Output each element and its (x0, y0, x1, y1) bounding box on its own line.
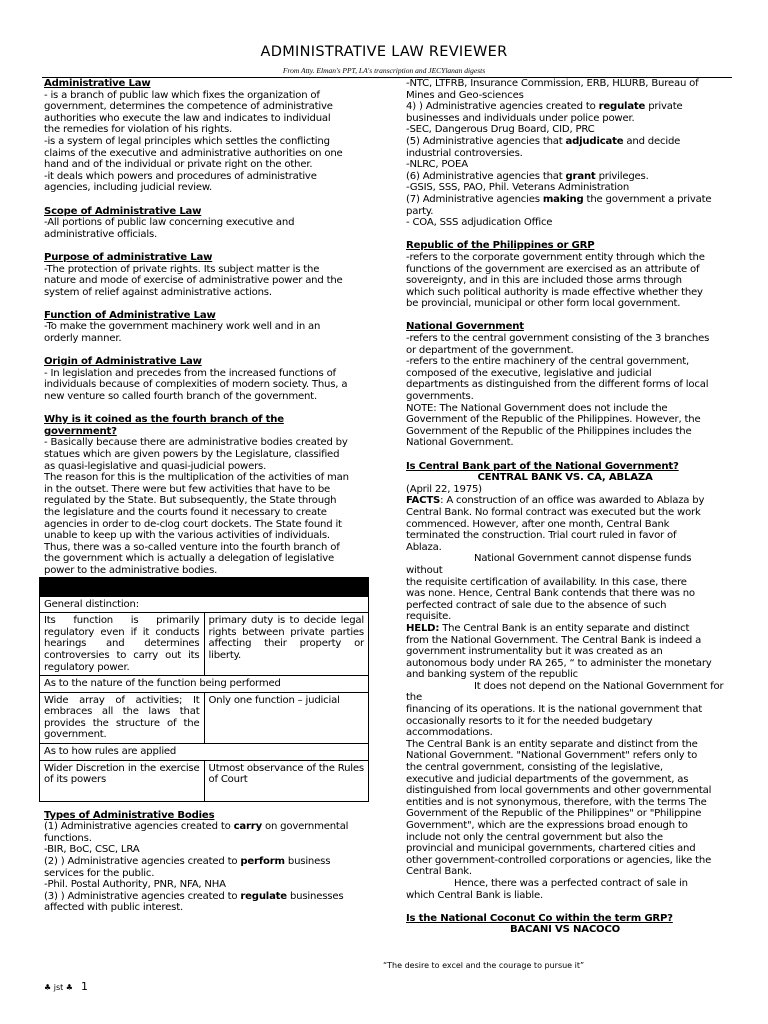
type-4-cont: businesses and individuals under police power. (406, 112, 635, 124)
footer-left (44, 980, 88, 993)
text-line: - is a branch of public law which fixes the organization of (44, 89, 320, 101)
text-line: the central government, consisting of the legislative, (406, 762, 663, 774)
text-line: orderly manner. (44, 333, 122, 345)
type-3-cont: affected with public interest. (44, 902, 183, 914)
type-1-cont: functions. (44, 832, 92, 844)
text-line: entities and is not synonymous, therefore, with the terms The (406, 796, 707, 808)
text-line: -refers to the entire machinery of the central government, (406, 356, 690, 368)
text-line: Central Bank. (406, 866, 472, 878)
held-paragraph-2 (406, 681, 724, 739)
heading-administrative-law: Administrative Law (44, 78, 151, 89)
origin-body (44, 368, 372, 403)
distinction-table (39, 577, 369, 802)
heading-scope: Scope of Administrative Law (44, 205, 202, 217)
table-row3-left: Wider Discretion in the exercise of its powers (40, 760, 205, 801)
text-line: -is a system of legal principles which settles the conflicting (44, 135, 330, 147)
table-general-distinction: General distinction: (40, 596, 369, 613)
held-paragraph-3 (406, 739, 724, 878)
text-line: was none. Hence, Central Bank contends that there was no (406, 588, 695, 600)
text-line: -refers to the corporate government entity through which the (406, 251, 705, 263)
text-line: - Basically because there are administrative bodies created by (44, 437, 348, 449)
national-government-body (406, 333, 724, 449)
facts-paragraph-2 (406, 553, 724, 623)
why-body (44, 437, 372, 576)
text-line: or department of the government. (406, 344, 574, 356)
text-line: claims of the executive and administrative authorities on one (44, 147, 343, 159)
heading-central-bank: Is Central Bank part of the National Government? (406, 460, 679, 472)
table-nature-heading: As to the nature of the function being performed (40, 676, 369, 693)
type-4-examples: -SEC, Dangerous Drug Board, CID, PRC (406, 124, 595, 136)
type-5-line: (5) Administrative agencies that adjudicate and decide (406, 135, 681, 147)
grp-body (406, 252, 724, 310)
heading-purpose: Purpose of administrative Law (44, 251, 213, 263)
text-line: the requisite certification of availability. In this case, there (406, 576, 687, 588)
text-line: agencies in order to de-clog court dockets. The State found it (44, 518, 342, 530)
heading-origin: Origin of Administrative Law (44, 356, 202, 368)
table-rules-heading: As to how rules are applied (40, 744, 369, 761)
text-line: distinguished from local governments and other governmental (406, 785, 712, 797)
type-5-cont: industrial controversies. (406, 147, 523, 159)
text-line: government, determines the competence of administrative (44, 101, 333, 113)
held-first-line: The Central Bank is an entity separate and distinct (439, 622, 690, 634)
text-line: -To make the government machinery work well and in an (44, 321, 321, 333)
text-line: statues which are given powers by the Legislature, classified (44, 449, 340, 460)
text-line: -The protection of private rights. Its subject matter is the (44, 263, 320, 275)
text-line: requisite. (406, 611, 452, 623)
text-line: -NTC, LTFRB, Insurance Commission, ERB, HLURB, Bureau of (406, 78, 699, 89)
page-subtitle: From Atty. Elman's PPT, LA's transcription and JECYlanan digests (282, 66, 486, 75)
heading-types: Types of Administrative Bodies (44, 809, 215, 821)
type-2-cont: services for the public. (44, 867, 155, 879)
text-line: composed of the executive, legislative and judicial (406, 367, 652, 379)
text-line: National Government. "National Government" refers only to (406, 750, 698, 762)
text-line: the legislature and the courts found it necessary to create (44, 506, 327, 518)
text-line: The reason for this is the multiplication of the activities of man (44, 472, 349, 484)
text-line: departments as distinguished from the different forms of local (406, 379, 709, 391)
text-line: Government", which are the expressions broad enough to (406, 820, 688, 831)
page-title: ADMINISTRATIVE LAW REVIEWER (260, 44, 508, 60)
case-date: (April 22, 1975) (406, 483, 482, 495)
text-line: the remedies for violation of his rights. (44, 124, 233, 136)
text-line: system of relief against administrative actions. (44, 286, 272, 298)
type-5-examples: -NLRC, POEA (406, 159, 468, 171)
text-line: authorities who execute the law and indicates to individual (44, 112, 331, 124)
type-4-line: 4) ) Administrative agencies created to regulate private (406, 101, 683, 113)
type-3-examples (406, 78, 724, 101)
type-3-line: (3) ) Administrative agencies created to regulate businesses (44, 890, 344, 902)
text-line: Government of the Republic of the Philippines. However, the (406, 414, 701, 426)
text-line: National Government. (406, 437, 514, 449)
right-column (406, 78, 724, 936)
table-row3-right: Utmost observance of the Rules of Court (204, 760, 369, 801)
type-1-line: (1) Administrative agencies created to carry on governmental (44, 821, 349, 833)
text-line: agencies, including judicial review. (44, 182, 213, 194)
held-body: HELD: The Central Bank is an entity separate and distinct from the National Government. The Central Bank is indeed a government instrumentality but it was created as an autonomous body under RA 265, “ to administer the monetary and banking system of the republic (406, 622, 712, 681)
scope-body (44, 217, 372, 240)
text-line: other government-controlled corporations or agencies, like the (406, 854, 712, 866)
text-line: new venture so called fourth branch of the government. (44, 391, 317, 403)
heading-national-government: National Government (406, 321, 524, 333)
text-line: National Government cannot dispense funds without (406, 553, 692, 576)
held-paragraph-4 (406, 878, 724, 901)
text-line: sovereignty, and in this are included those arms through (406, 275, 682, 287)
type-2-examples: -Phil. Postal Authority, PNR, NFA, NHA (44, 879, 226, 891)
type-6-line: (6) Administrative agencies that grant privileges. (406, 170, 649, 182)
text-line: regulated by the State. But subsequently, the State through (44, 495, 337, 507)
type-7-cont: party. (406, 205, 434, 217)
table-row1-right: primary duty is to decide legal rights between private parties affecting their property or liberty. (204, 613, 369, 676)
facts-first-line: : A construction of an office was awarded to Ablaza by (440, 495, 705, 507)
facts-label: FACTS (406, 495, 441, 507)
footer-quote: “The desire to excel and the courage to pursue it” (383, 961, 585, 970)
heading-function: Function of Administrative Law (44, 309, 216, 321)
text-line: financing of its operations. It is the national government that (406, 704, 702, 716)
text-line: Hence, there was a perfected contract of sale in (454, 877, 688, 889)
text-line: Government of the Republic of the Philippines" or "Philippine (406, 808, 702, 820)
heading-why-fourth-branch-1: Why is it coined as the fourth branch of the (44, 414, 284, 426)
text-line: -All portions of public law concerning executive and (44, 217, 295, 229)
text-line: Thus, there was a so-called venture into the fourth branch of (44, 541, 340, 553)
text-line: The Central Bank is an entity separate and distinct from the (406, 738, 698, 750)
type-2-line: (2) ) Administrative agencies created to perform business (44, 856, 331, 868)
text-line: Mines and Geo-sciences (406, 89, 524, 101)
text-line: hand and of the individual or private right on the other. (44, 159, 313, 171)
admin-law-body (44, 90, 372, 194)
text-line: administrative officials. (44, 228, 158, 240)
function-body (44, 321, 372, 344)
text-line: as quasi-legislative and quasi-judicial powers. (44, 460, 267, 472)
text-line: which Central Bank is liable. (406, 889, 544, 901)
table-row2-left: Wide array of activities; It embraces all the laws that provides the structure of the government. (40, 692, 205, 743)
table-row2-right: Only one function – judicial (204, 692, 369, 743)
text-line: nature and mode of exercise of administrative power and the (44, 275, 343, 287)
case-title-nacoco: BACANI VS NACOCO (509, 924, 621, 936)
held-label: HELD: (406, 622, 440, 634)
text-line: -it deals which powers and procedures of administrative (44, 170, 317, 182)
text-line: executive and judicial departments of the government, as (406, 773, 689, 785)
type-7-line: (7) Administrative agencies making the government a private (406, 193, 712, 205)
text-line: - In legislation and precedes from the increased functions of (44, 367, 336, 379)
text-line: include not only the central government but also the (406, 831, 663, 843)
text-line: accommodations. (406, 727, 493, 739)
table-row1-left: Its function is primarily regulatory even if it conducts hearings and determines controversies to carry out its regulatory power. (40, 613, 205, 676)
case-title-central-bank: CENTRAL BANK VS. CA, ABLAZA (477, 472, 653, 484)
table-header-bar (40, 577, 369, 596)
text-line: Government of the Republic of the Philippines includes the (406, 425, 692, 437)
type-7-examples: - COA, SSS adjudication Office (406, 217, 553, 229)
text-line: -refers to the central government consisting of the 3 branches (406, 333, 710, 345)
text-line: It does not depend on the National Government for the (406, 680, 724, 704)
purpose-body (44, 264, 372, 299)
text-line: which such political authority is made effective whether they (406, 286, 703, 298)
text-line: individuals because of complexities of modern society. Thus, a (44, 379, 348, 391)
text-line: in the outset. There were but few activities that have to be (44, 483, 331, 495)
text-line: unable to keep up with the various activities of individuals. (44, 530, 330, 542)
footer-initials: ♣ jst ♣ (44, 983, 73, 992)
text-line: power to the administrative bodies. (44, 564, 218, 576)
type-6-examples: -GSIS, SSS, PAO, Phil. Veterans Administration (406, 182, 630, 194)
text-line: be provincial, municipal or other form local government. (406, 298, 681, 310)
text-line: perfected contract of sale due to the absence of such (406, 599, 667, 611)
heading-nacoco: Is the National Coconut Co within the term GRP? (406, 912, 673, 924)
heading-grp: Republic of the Philippines or GRP (406, 240, 595, 252)
text-line: provincial and municipal governments, chartered cities and (406, 843, 696, 855)
text-line: the government which is actually a delegation of legislative (44, 553, 334, 565)
type-1-examples: -BIR, BoC, CSC, LRA (44, 844, 140, 856)
text-line: governments. (406, 391, 474, 403)
left-column (44, 78, 372, 914)
text-line: occasionally resorts to it for the needed budgetary (406, 715, 653, 727)
page-number: 1 (80, 980, 88, 993)
text-line: NOTE: The National Government does not include the (406, 402, 668, 414)
heading-why-fourth-branch-2: government? (44, 425, 117, 437)
facts-body: FACTS: A construction of an office was awarded to Ablaza by Central Bank. No formal contract was executed but the work commenced. However, after one month, Central Bank terminated the construction. Trial court ruled in favor of Ablaza. (406, 495, 705, 553)
text-line: functions of the government are exercised as an attribute of (406, 263, 700, 275)
